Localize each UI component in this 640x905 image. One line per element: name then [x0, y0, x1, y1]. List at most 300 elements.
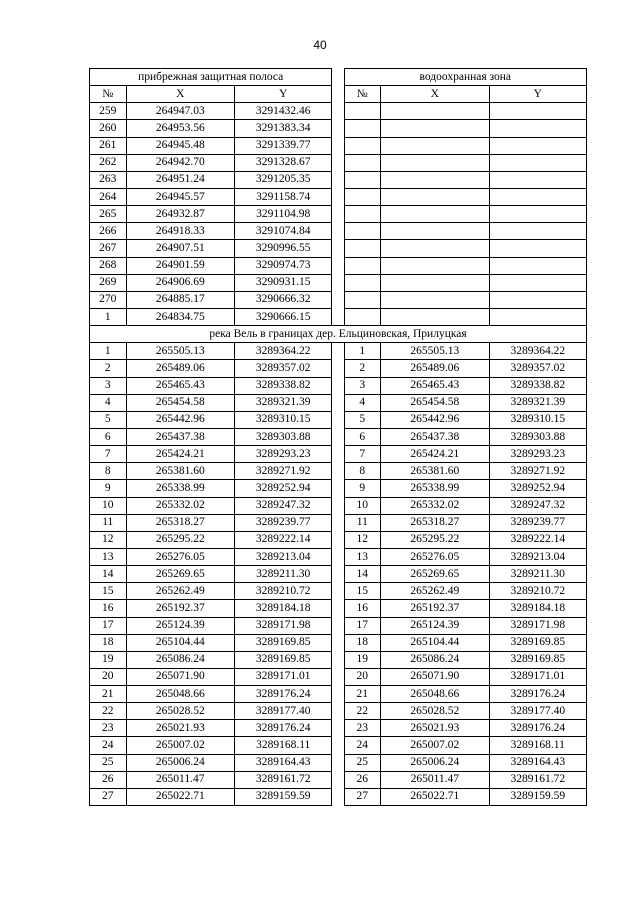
table-row [90, 497, 587, 514]
left-x-cell: 265381.60 [126, 463, 235, 480]
column-gap [332, 668, 344, 685]
left-num-cell: 20 [90, 668, 127, 685]
column-gap [332, 171, 344, 188]
left-x-cell: 265269.65 [126, 566, 235, 583]
left-x-cell: 265022.71 [126, 788, 235, 805]
right-x-cell: 265028.52 [381, 703, 490, 720]
right-y-cell: 3289293.23 [489, 446, 586, 463]
left-num-cell: 24 [90, 737, 127, 754]
left-num-cell: 17 [90, 617, 127, 634]
left-x-cell: 264901.59 [126, 257, 235, 274]
column-gap [332, 103, 344, 120]
table-row [90, 411, 587, 428]
left-num-cell: 16 [90, 600, 127, 617]
right-num-cell: 24 [344, 737, 381, 754]
left-x-cell: 265338.99 [126, 480, 235, 497]
right-y-cell [489, 274, 586, 291]
left-y-cell: 3289176.24 [235, 686, 332, 703]
column-gap [332, 120, 344, 137]
table-row [90, 446, 587, 463]
left-x-cell: 264907.51 [126, 240, 235, 257]
left-y-cell: 3289169.85 [235, 651, 332, 668]
right-y-cell: 3289357.02 [489, 360, 586, 377]
table-row [90, 480, 587, 497]
left-num-cell: 27 [90, 788, 127, 805]
left-y-cell: 3289321.39 [235, 394, 332, 411]
right-y-cell [489, 206, 586, 223]
column-gap [332, 600, 344, 617]
table-row [90, 120, 587, 137]
group-header-left: прибрежная защитная полоса [90, 69, 332, 86]
right-y-cell: 3289271.92 [489, 463, 586, 480]
column-gap [332, 737, 344, 754]
right-num-cell: 7 [344, 446, 381, 463]
section-title-row [90, 326, 587, 343]
left-x-cell: 264951.24 [126, 171, 235, 188]
right-y-cell: 3289213.04 [489, 548, 586, 565]
table-row [90, 377, 587, 394]
right-x-cell: 265489.06 [381, 360, 490, 377]
left-num-cell: 268 [90, 257, 127, 274]
left-x-cell: 265021.93 [126, 720, 235, 737]
left-x-cell: 265437.38 [126, 428, 235, 445]
left-x-cell: 265318.27 [126, 514, 235, 531]
left-num-cell: 264 [90, 188, 127, 205]
right-num-cell: 2 [344, 360, 381, 377]
left-num-cell: 265 [90, 206, 127, 223]
left-x-cell: 264945.48 [126, 137, 235, 154]
right-num-cell [344, 171, 381, 188]
left-y-cell: 3289184.18 [235, 600, 332, 617]
column-gap [332, 651, 344, 668]
left-x-cell: 264918.33 [126, 223, 235, 240]
right-num-cell [344, 137, 381, 154]
right-x-cell: 265332.02 [381, 497, 490, 514]
left-num-cell: 8 [90, 463, 127, 480]
left-num-cell: 270 [90, 291, 127, 308]
column-gap [332, 188, 344, 205]
right-y-cell: 3289161.72 [489, 771, 586, 788]
right-x-cell: 265424.21 [381, 446, 490, 463]
right-x-cell: 265007.02 [381, 737, 490, 754]
left-y-cell: 3289159.59 [235, 788, 332, 805]
column-gap [332, 308, 344, 325]
table-row [90, 566, 587, 583]
left-x-cell: 265192.37 [126, 600, 235, 617]
right-num-cell [344, 103, 381, 120]
left-num-cell: 18 [90, 634, 127, 651]
column-gap [332, 240, 344, 257]
right-x-cell [381, 240, 490, 257]
left-x-cell: 265424.21 [126, 446, 235, 463]
right-num-cell: 1 [344, 343, 381, 360]
left-x-cell: 265028.52 [126, 703, 235, 720]
left-x-cell: 264906.69 [126, 274, 235, 291]
column-gap [332, 703, 344, 720]
right-num-cell [344, 274, 381, 291]
left-x-cell: 265048.66 [126, 686, 235, 703]
left-x-cell: 265295.22 [126, 531, 235, 548]
right-y-cell: 3289364.22 [489, 343, 586, 360]
right-y-cell: 3289169.85 [489, 634, 586, 651]
left-num-cell: 21 [90, 686, 127, 703]
table-row [90, 686, 587, 703]
right-x-cell: 265318.27 [381, 514, 490, 531]
left-y-cell: 3289211.30 [235, 566, 332, 583]
right-num-cell: 16 [344, 600, 381, 617]
right-x-cell: 265021.93 [381, 720, 490, 737]
table-row [90, 188, 587, 205]
left-y-cell: 3291328.67 [235, 154, 332, 171]
right-x-cell: 265011.47 [381, 771, 490, 788]
left-num-cell: 25 [90, 754, 127, 771]
right-num-cell [344, 206, 381, 223]
right-y-cell: 3289159.59 [489, 788, 586, 805]
column-gap [332, 634, 344, 651]
left-x-cell: 265489.06 [126, 360, 235, 377]
right-num-cell [344, 188, 381, 205]
table-row [90, 463, 587, 480]
left-num-cell: 26 [90, 771, 127, 788]
left-y-cell: 3289168.11 [235, 737, 332, 754]
table-row [90, 703, 587, 720]
table-row [90, 274, 587, 291]
table-row [90, 103, 587, 120]
right-y-cell: 3289247.32 [489, 497, 586, 514]
right-x-cell: 265437.38 [381, 428, 490, 445]
column-gap [332, 514, 344, 531]
left-x-cell: 265262.49 [126, 583, 235, 600]
left-num-cell: 19 [90, 651, 127, 668]
column-gap [332, 480, 344, 497]
right-y-cell [489, 308, 586, 325]
left-y-cell: 3290931.15 [235, 274, 332, 291]
left-y-cell: 3291104.98 [235, 206, 332, 223]
column-gap [332, 531, 344, 548]
left-x-cell: 265454.58 [126, 394, 235, 411]
right-num-cell [344, 257, 381, 274]
left-y-cell: 3289222.14 [235, 531, 332, 548]
section-title: река Вель в границах дер. Ельциновская, Прилуцкая [90, 326, 587, 343]
left-x-cell: 264834.75 [126, 308, 235, 325]
right-x-cell: 265104.44 [381, 634, 490, 651]
right-num-cell: 10 [344, 497, 381, 514]
left-y-cell: 3289271.92 [235, 463, 332, 480]
left-y-cell: 3290666.32 [235, 291, 332, 308]
right-num-cell: 25 [344, 754, 381, 771]
right-y-cell [489, 103, 586, 120]
right-y-cell [489, 291, 586, 308]
right-y-cell: 3289171.98 [489, 617, 586, 634]
column-gap [332, 720, 344, 737]
left-num-cell: 261 [90, 137, 127, 154]
left-x-cell: 265442.96 [126, 411, 235, 428]
header-num-left: № [90, 86, 127, 103]
table-row [90, 137, 587, 154]
left-y-cell: 3289177.40 [235, 703, 332, 720]
left-num-cell: 15 [90, 583, 127, 600]
right-y-cell: 3289164.43 [489, 754, 586, 771]
right-x-cell: 265022.71 [381, 788, 490, 805]
right-x-cell: 265269.65 [381, 566, 490, 583]
column-gap [332, 771, 344, 788]
right-x-cell: 265381.60 [381, 463, 490, 480]
right-x-cell [381, 223, 490, 240]
left-y-cell: 3289213.04 [235, 548, 332, 565]
left-x-cell: 265086.24 [126, 651, 235, 668]
table-row [90, 788, 587, 805]
column-gap [332, 69, 344, 86]
right-x-cell: 265442.96 [381, 411, 490, 428]
right-x-cell: 265276.05 [381, 548, 490, 565]
table-row [90, 583, 587, 600]
right-num-cell: 22 [344, 703, 381, 720]
right-num-cell [344, 308, 381, 325]
left-num-cell: 23 [90, 720, 127, 737]
right-x-cell: 265192.37 [381, 600, 490, 617]
table-row [90, 257, 587, 274]
table-row [90, 360, 587, 377]
right-x-cell [381, 206, 490, 223]
left-num-cell: 11 [90, 514, 127, 531]
right-x-cell: 265505.13 [381, 343, 490, 360]
right-y-cell: 3289171.01 [489, 668, 586, 685]
left-y-cell: 3289310.15 [235, 411, 332, 428]
left-num-cell: 262 [90, 154, 127, 171]
right-y-cell: 3289176.24 [489, 720, 586, 737]
column-gap [332, 377, 344, 394]
right-y-cell [489, 257, 586, 274]
right-num-cell: 17 [344, 617, 381, 634]
left-x-cell: 265071.90 [126, 668, 235, 685]
left-y-cell: 3289210.72 [235, 583, 332, 600]
left-x-cell: 264947.03 [126, 103, 235, 120]
left-y-cell: 3290996.55 [235, 240, 332, 257]
table-row [90, 308, 587, 325]
right-y-cell [489, 154, 586, 171]
left-num-cell: 266 [90, 223, 127, 240]
right-x-cell [381, 137, 490, 154]
right-x-cell [381, 274, 490, 291]
right-num-cell: 14 [344, 566, 381, 583]
right-y-cell [489, 120, 586, 137]
right-x-cell: 265262.49 [381, 583, 490, 600]
column-gap [332, 343, 344, 360]
left-x-cell: 264945.57 [126, 188, 235, 205]
right-x-cell [381, 171, 490, 188]
left-num-cell: 1 [90, 343, 127, 360]
right-x-cell: 265295.22 [381, 531, 490, 548]
left-y-cell: 3289164.43 [235, 754, 332, 771]
left-y-cell: 3290666.15 [235, 308, 332, 325]
table-row [90, 668, 587, 685]
left-num-cell: 269 [90, 274, 127, 291]
table-row [90, 737, 587, 754]
left-num-cell: 263 [90, 171, 127, 188]
left-x-cell: 265276.05 [126, 548, 235, 565]
header-y-left: Y [235, 86, 332, 103]
left-y-cell: 3290974.73 [235, 257, 332, 274]
right-num-cell: 21 [344, 686, 381, 703]
column-gap [332, 274, 344, 291]
table-row [90, 651, 587, 668]
left-y-cell: 3291205.35 [235, 171, 332, 188]
right-num-cell: 6 [344, 428, 381, 445]
right-num-cell [344, 240, 381, 257]
table-row [90, 240, 587, 257]
coordinates-table [89, 68, 587, 806]
left-y-cell: 3289171.98 [235, 617, 332, 634]
table-row [90, 531, 587, 548]
header-num-right: № [344, 86, 381, 103]
left-y-cell: 3289169.85 [235, 634, 332, 651]
right-y-cell [489, 223, 586, 240]
column-gap [332, 548, 344, 565]
column-gap [332, 583, 344, 600]
table-row [90, 394, 587, 411]
column-gap [332, 428, 344, 445]
left-num-cell: 6 [90, 428, 127, 445]
table-row [90, 223, 587, 240]
left-x-cell: 264932.87 [126, 206, 235, 223]
right-y-cell [489, 188, 586, 205]
right-num-cell: 3 [344, 377, 381, 394]
right-num-cell: 5 [344, 411, 381, 428]
table-row [90, 617, 587, 634]
left-y-cell: 3289364.22 [235, 343, 332, 360]
left-x-cell: 265505.13 [126, 343, 235, 360]
left-num-cell: 267 [90, 240, 127, 257]
left-num-cell: 7 [90, 446, 127, 463]
right-y-cell: 3289310.15 [489, 411, 586, 428]
left-y-cell: 3291383.34 [235, 120, 332, 137]
column-gap [332, 686, 344, 703]
left-num-cell: 10 [90, 497, 127, 514]
left-x-cell: 264942.70 [126, 154, 235, 171]
column-gap [332, 497, 344, 514]
right-num-cell: 26 [344, 771, 381, 788]
right-y-cell: 3289211.30 [489, 566, 586, 583]
column-gap [332, 257, 344, 274]
column-gap [332, 154, 344, 171]
left-num-cell: 2 [90, 360, 127, 377]
right-num-cell: 11 [344, 514, 381, 531]
right-x-cell: 265071.90 [381, 668, 490, 685]
right-num-cell: 8 [344, 463, 381, 480]
left-x-cell: 264953.56 [126, 120, 235, 137]
column-gap [332, 86, 344, 103]
right-y-cell: 3289222.14 [489, 531, 586, 548]
table-row [90, 428, 587, 445]
right-num-cell: 23 [344, 720, 381, 737]
left-x-cell: 265465.43 [126, 377, 235, 394]
right-y-cell: 3289184.18 [489, 600, 586, 617]
right-y-cell: 3289321.39 [489, 394, 586, 411]
left-y-cell: 3289293.23 [235, 446, 332, 463]
right-y-cell: 3289177.40 [489, 703, 586, 720]
left-num-cell: 3 [90, 377, 127, 394]
right-y-cell: 3289210.72 [489, 583, 586, 600]
left-num-cell: 22 [90, 703, 127, 720]
left-y-cell: 3291339.77 [235, 137, 332, 154]
right-x-cell: 265338.99 [381, 480, 490, 497]
column-gap [332, 788, 344, 805]
right-num-cell: 27 [344, 788, 381, 805]
left-y-cell: 3289239.77 [235, 514, 332, 531]
left-x-cell: 265007.02 [126, 737, 235, 754]
left-num-cell: 14 [90, 566, 127, 583]
right-x-cell [381, 154, 490, 171]
page-number: 40 [313, 38, 327, 52]
left-x-cell: 264885.17 [126, 291, 235, 308]
table-row [90, 171, 587, 188]
group-header-row [90, 69, 587, 86]
right-num-cell: 9 [344, 480, 381, 497]
column-gap [332, 617, 344, 634]
right-x-cell [381, 308, 490, 325]
left-num-cell: 4 [90, 394, 127, 411]
right-x-cell [381, 103, 490, 120]
left-y-cell: 3289171.01 [235, 668, 332, 685]
left-num-cell: 1 [90, 308, 127, 325]
right-x-cell [381, 257, 490, 274]
column-gap [332, 566, 344, 583]
right-num-cell: 19 [344, 651, 381, 668]
left-num-cell: 9 [90, 480, 127, 497]
right-num-cell: 15 [344, 583, 381, 600]
right-y-cell: 3289303.88 [489, 428, 586, 445]
left-y-cell: 3289161.72 [235, 771, 332, 788]
left-x-cell: 265104.44 [126, 634, 235, 651]
right-x-cell [381, 291, 490, 308]
right-x-cell: 265048.66 [381, 686, 490, 703]
right-y-cell [489, 171, 586, 188]
right-num-cell [344, 223, 381, 240]
left-y-cell: 3291432.46 [235, 103, 332, 120]
right-num-cell: 20 [344, 668, 381, 685]
header-x-right: X [381, 86, 490, 103]
left-x-cell: 265011.47 [126, 771, 235, 788]
right-y-cell [489, 240, 586, 257]
left-y-cell: 3291158.74 [235, 188, 332, 205]
left-y-cell: 3289303.88 [235, 428, 332, 445]
right-y-cell: 3289252.94 [489, 480, 586, 497]
right-x-cell: 265086.24 [381, 651, 490, 668]
right-num-cell [344, 154, 381, 171]
column-gap [332, 291, 344, 308]
column-gap [332, 223, 344, 240]
left-x-cell: 265006.24 [126, 754, 235, 771]
left-num-cell: 12 [90, 531, 127, 548]
table-row [90, 154, 587, 171]
left-y-cell: 3289357.02 [235, 360, 332, 377]
column-gap [332, 137, 344, 154]
column-gap [332, 206, 344, 223]
right-y-cell: 3289338.82 [489, 377, 586, 394]
left-y-cell: 3289247.32 [235, 497, 332, 514]
left-num-cell: 260 [90, 120, 127, 137]
table-row [90, 600, 587, 617]
right-y-cell [489, 137, 586, 154]
table-row [90, 514, 587, 531]
right-y-cell: 3289239.77 [489, 514, 586, 531]
column-gap [332, 394, 344, 411]
column-gap [332, 360, 344, 377]
right-y-cell: 3289169.85 [489, 651, 586, 668]
table-row [90, 720, 587, 737]
left-y-cell: 3289252.94 [235, 480, 332, 497]
header-y-right: Y [489, 86, 586, 103]
